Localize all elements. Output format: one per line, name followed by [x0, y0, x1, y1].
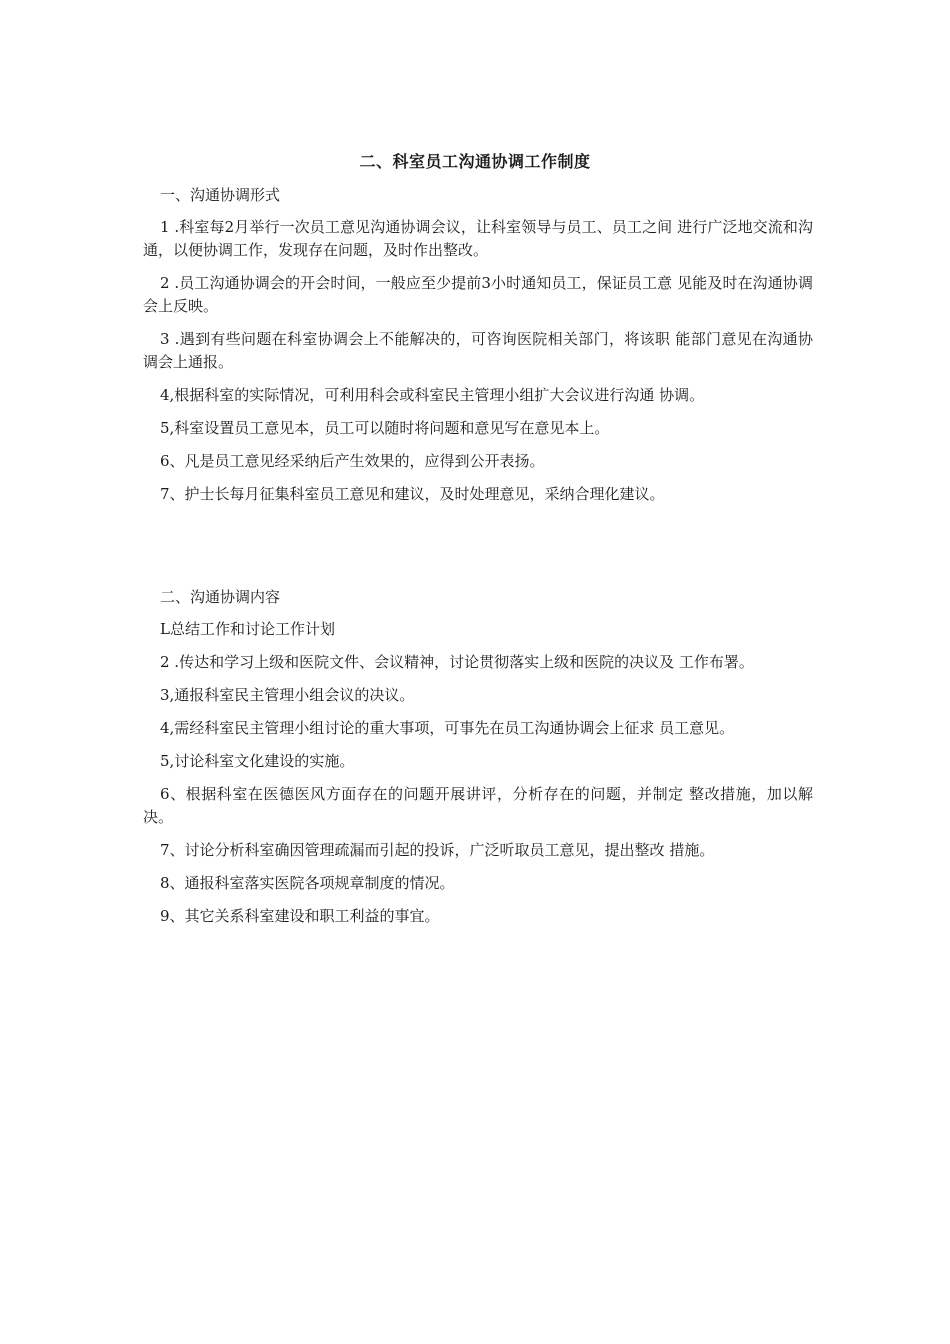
section-communication-form [143, 184, 813, 516]
list-item: L总结工作和讨论工作计划 [160, 620, 335, 638]
list-item: 4,根据科室的实际情况，可利用科会或科室民主管理小组扩大会议进行沟通 协调。 [160, 386, 705, 404]
list-item: 7、护士长每月征集科室员工意见和建议，及时处理意见，采纳合理化建议。 [160, 485, 665, 503]
section-heading: 一、沟通协调形式 [160, 186, 281, 204]
list-item: 5,讨论科室文化建设的实施。 [160, 752, 355, 770]
list-item: 1 .科室每2月举行一次员工意见沟通协调会议，让科室领导与员工、员工之间 进行广泛地交流和沟通，以便协调工作，发现存在问题，及时作出整改。 [143, 218, 813, 259]
list-item: 2 .员工沟通协调会的开会时间，一般应至少提前3小时通知员工，保证员工意 见能及时在沟通协调会上反映。 [143, 274, 813, 315]
list-item: 9、其它关系科室建设和职工利益的事宜。 [160, 907, 440, 925]
section-heading: 二、沟通协调内容 [160, 588, 281, 606]
document-title: 二、科室员工沟通协调工作制度 [359, 152, 591, 171]
list-item: 2 .传达和学习上级和医院文件、会议精神，讨论贯彻落实上级和医院的决议及 工作布署。 [160, 653, 754, 671]
list-item: 5,科室设置员工意见本，员工可以随时将问题和意见写在意见本上。 [160, 419, 610, 437]
list-item: 6、根据科室在医德医风方面存在的问题开展讲评，分析存在的问题，并制定 整改措施，加以解决。 [143, 785, 813, 826]
list-item: 8、通报科室落实医院各项规章制度的情况。 [160, 874, 455, 892]
list-item: 3,通报科室民主管理小组会议的决议。 [160, 686, 415, 704]
list-item: 7、讨论分析科室确因管理疏漏而引起的投诉，广泛听取员工意见，提出整改 措施。 [160, 841, 715, 859]
list-item: 3 .遇到有些问题在科室协调会上不能解决的，可咨询医院相关部门，将该职 能部门意见在沟通协调会上通报。 [143, 330, 813, 371]
list-item: 4,需经科室民主管理小组讨论的重大事项，可事先在员工沟通协调会上征求 员工意见。 [160, 719, 735, 737]
section-communication-content [143, 586, 813, 938]
list-item: 6、凡是员工意见经采纳后产生效果的，应得到公开表扬。 [160, 452, 545, 470]
